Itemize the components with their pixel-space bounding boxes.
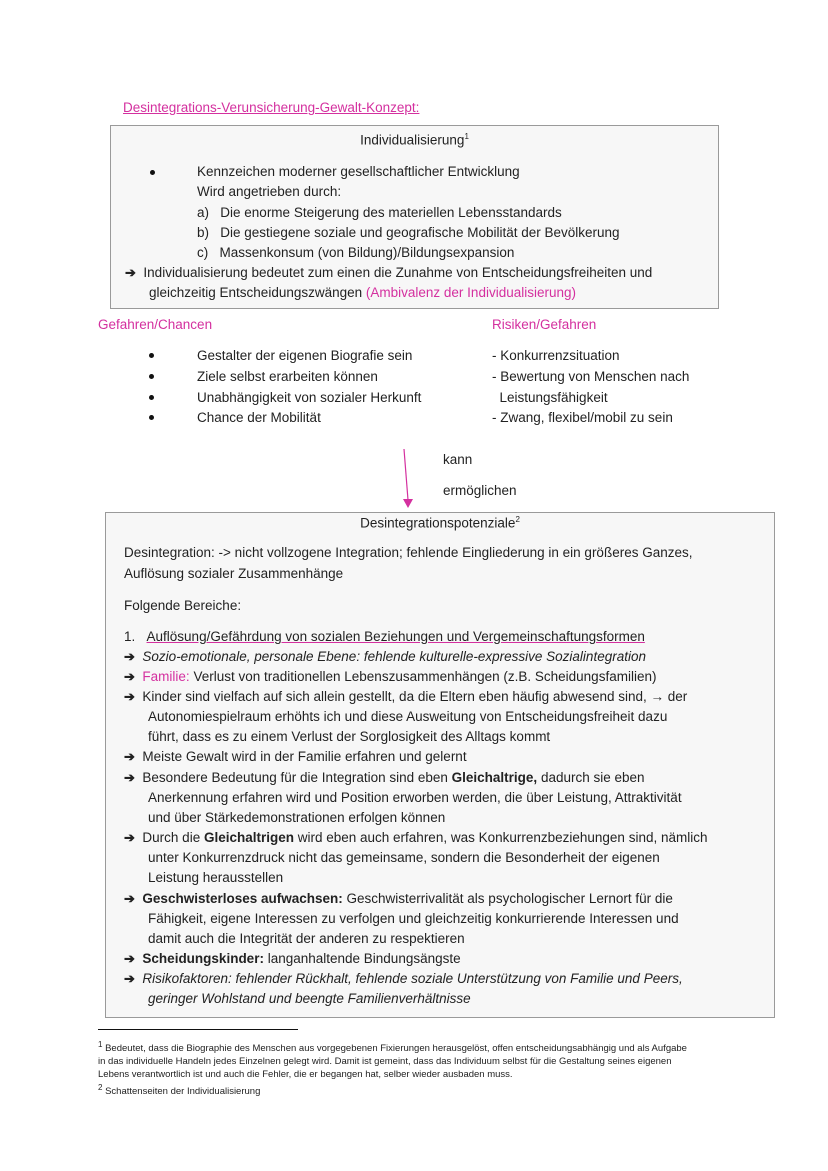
chance-item: Unabhängigkeit von sozialer Herkunft xyxy=(197,390,422,405)
numbered-item: 1. Auflösung/Gefährdung von sozialen Beziehungen und Vergemeinschaftungsformen xyxy=(124,629,645,644)
individualisierung-box xyxy=(110,125,719,309)
bullet-icon xyxy=(149,395,154,400)
point: ➔ Geschwisterloses aufwachsen: Geschwisterrivalität als psychologischer Lernort für die xyxy=(124,891,673,906)
box-heading: Desintegrationspotenziale$^2$ xyxy=(360,515,520,531)
areas-label: Folgende Bereiche: xyxy=(124,598,242,613)
arrow-icon: ➔ xyxy=(124,951,135,966)
sub-item: c) Massenkonsum (von Bildung)/Bildungsexpansion xyxy=(197,245,515,260)
footnote-1: $^1$ Bedeutet, dass die Biographie des Menschen aus vorgegebenen Fixierungen herausgelöst, offen entscheidungsabhängig und als Aufgabe in das individuelle Handeln jedes Einzelnen gelegt wird. Damit ist gemeint, dass das Individuum selbst für die Gestaltung seines eigenen Lebens verantwortlich ist und auch die Fehler, die er begangen hat, selber wieder ausbaden muss. $^2$ Schattenseiten der Individualisierung xyxy=(98,1040,687,1098)
bullet-text: Kennzeichen moderner gesellschaftlicher Entwicklung xyxy=(197,164,520,179)
bullet-icon xyxy=(149,374,154,379)
definition: Desintegration: -> nicht vollzogene Integration; fehlende Eingliederung in ein größeres Ganzes, xyxy=(124,545,693,560)
point-cont: führt, dass es zu einem Verlust der Sorglosigkeit des Alltags kommt xyxy=(148,729,551,744)
footnote-ref[interactable]: 1 xyxy=(464,132,469,141)
bullet-icon xyxy=(149,415,154,420)
point: ➔ Familie: Verlust von traditionellen Lebenszusammenhängen (z.B. Scheidungsfamilien) xyxy=(124,669,657,684)
point-cont: Fähigkeit, eigene Interessen zu verfolgen und gleichzeitig konkurrierende Interessen und xyxy=(148,911,679,926)
arrow-icon: ➔ xyxy=(124,891,135,906)
point: ➔ Risikofaktoren: fehlender Rückhalt, fehlende soziale Unterstützung von Familie und Peers, xyxy=(124,971,683,986)
conclusion-cont: gleichzeitig Entscheidungszwängen (Ambivalenz der Individualisierung) xyxy=(149,285,576,300)
arrow-icon: ➔ xyxy=(124,669,135,684)
definition: Auflösung sozialer Zusammenhänge xyxy=(124,566,344,581)
sub-item: a) Die enorme Steigerung des materiellen Lebensstandards xyxy=(197,205,562,220)
footnote-ref[interactable]: 2 xyxy=(515,515,520,524)
box-heading: Individualisierung$^1$ xyxy=(360,132,469,148)
arrow-icon: ➔ xyxy=(124,770,135,785)
conclusion: ➔ Individualisierung bedeutet zum einen die Zunahme von Entscheidungsfreiheiten und xyxy=(125,265,653,280)
sub-item: b) Die gestiegene soziale und geografische Mobilität der Bevölkerung xyxy=(197,225,620,240)
point-cont: und über Stärkedemonstrationen erfolgen können xyxy=(148,810,446,825)
point: ➔ Scheidungskinder: langanhaltende Bindungsängste xyxy=(124,951,461,966)
bullet-icon xyxy=(149,353,154,358)
point-cont: Leistung herausstellen xyxy=(148,870,284,885)
risks-heading: Risiken/Gefahren xyxy=(492,317,597,332)
point-cont: unter Konkurrenzdruck nicht das gemeinsame, sondern die Besonderheit der eigenen xyxy=(148,850,660,865)
point-cont: geringer Wohlstand und beengte Familienverhältnisse xyxy=(148,991,471,1006)
arrow-icon: ➔ xyxy=(124,971,135,986)
chance-item: Chance der Mobilität xyxy=(197,410,321,425)
bullet-icon xyxy=(150,170,155,175)
point: ➔ Besondere Bedeutung für die Integration sind eben Gleichaltrige, dadurch sie eben xyxy=(124,770,645,785)
point-cont: Anerkennung erfahren wird und Position erworben werden, die über Leistung, Attraktivität xyxy=(148,790,682,805)
arrow-icon: ➔ xyxy=(124,649,135,664)
bullet-text: Wird angetrieben durch: xyxy=(197,184,342,199)
arrow-icon: ➔ xyxy=(124,689,135,704)
point: ➔ Sozio-emotionale, personale Ebene: fehlende kulturelle-expressive Sozialintegration xyxy=(124,649,646,664)
risk-item: Leistungsfähigkeit xyxy=(492,390,608,405)
connector-text: kann xyxy=(443,452,473,467)
risk-item: - Bewertung von Menschen nach xyxy=(492,369,690,384)
arrow-icon: ➔ xyxy=(125,265,136,280)
chances-heading: Gefahren/Chancen xyxy=(98,317,213,332)
connector-text: ermöglichen xyxy=(443,483,517,498)
risk-item: - Konkurrenzsituation xyxy=(492,348,620,363)
point-cont: Autonomiespielraum erhöhts ich und diese Ausweitung von Entscheidungsfreiheit dazu xyxy=(148,709,668,724)
point-cont: damit auch die Integrität der anderen zu respektieren xyxy=(148,931,465,946)
down-arrow-icon xyxy=(396,448,416,510)
footnote-2: $^2$ Schattenseiten der Individualisierung xyxy=(98,1083,261,1098)
point: ➔ Kinder sind vielfach auf sich allein gestellt, da die Eltern eben häufig abwesend sind, → der xyxy=(124,689,688,704)
arrow-icon: ➔ xyxy=(124,749,135,764)
document-title: Desintegrations-Verunsicherung-Gewalt-Konzept: xyxy=(123,100,420,115)
chance-item: Ziele selbst erarbeiten können xyxy=(197,369,378,384)
risk-item: - Zwang, flexibel/mobil zu sein xyxy=(492,410,673,425)
point: ➔ Meiste Gewalt wird in der Familie erfahren und gelernt xyxy=(124,749,467,764)
desintegrationspotenziale-box xyxy=(105,512,775,1018)
point: ➔ Durch die Gleichaltrigen wird eben auch erfahren, was Konkurrenzbeziehungen sind, nämlich xyxy=(124,830,708,845)
arrow-icon: ➔ xyxy=(124,830,135,845)
chance-item: Gestalter der eigenen Biografie sein xyxy=(197,348,413,363)
footnote-divider xyxy=(98,1029,298,1030)
